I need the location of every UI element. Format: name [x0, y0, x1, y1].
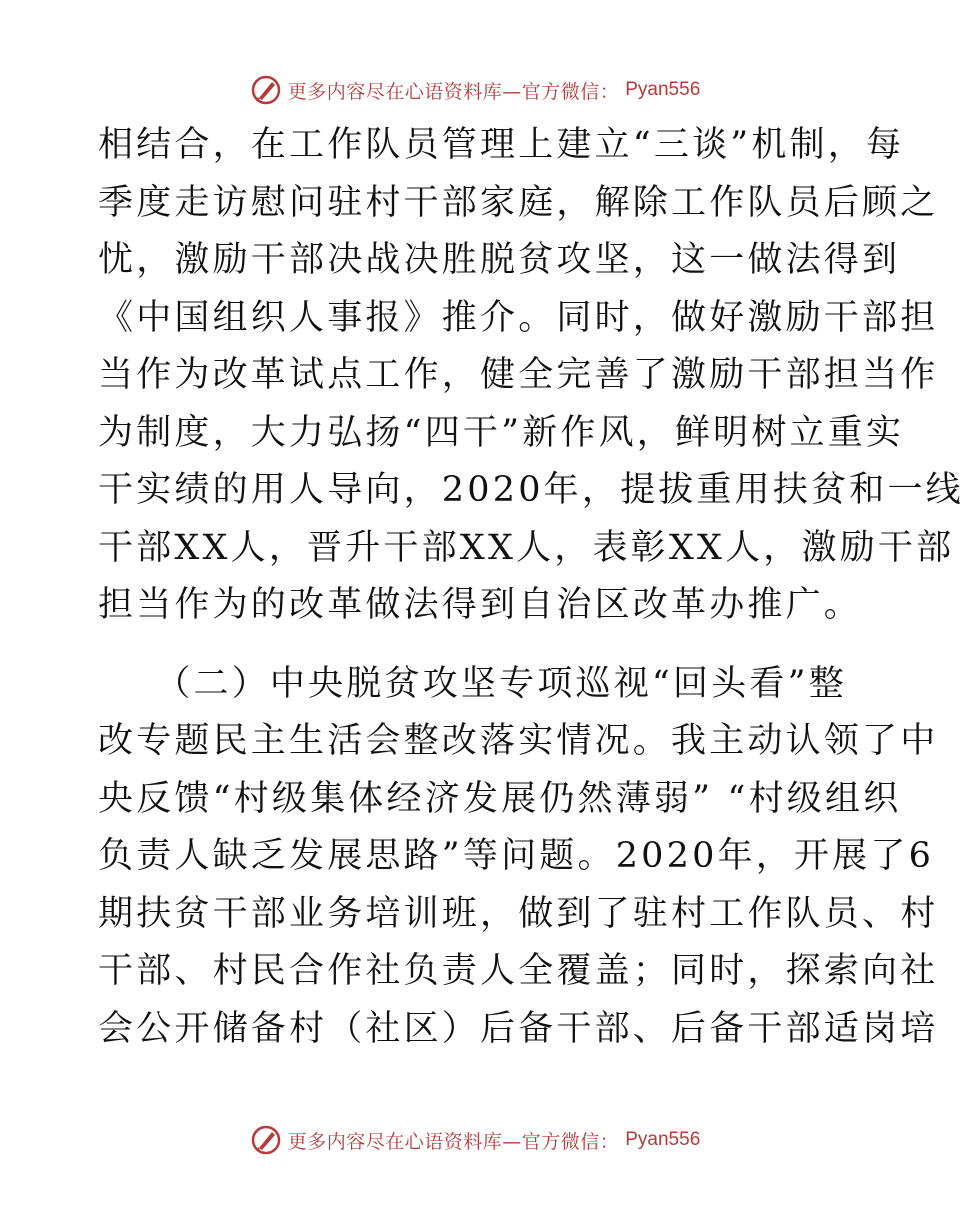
- text-line: 为制度，大力弘扬“四干”新作风，鲜明树立重实: [98, 412, 905, 453]
- banner-wechat-id: Pyan556: [625, 79, 701, 100]
- quill-logo-icon: [250, 74, 282, 106]
- banner-text: 更多内容尽在心语资料库—官方微信：: [287, 80, 620, 103]
- text-line: 干部、村民合作社负责人全覆盖；同时，探索向社: [98, 951, 939, 991]
- text-line: 相结合，在工作队员管理上建立“三谈”机制，每: [98, 125, 905, 165]
- text-line: 会公开储备村（社区）后备干部、后备干部适岗培: [98, 1008, 939, 1049]
- text-line: 干部XX人，晋升干部XX人，表彰XX人，激励干部: [98, 527, 955, 568]
- text-line: 担当作为的改革做法得到自治区改革办推广。: [98, 585, 863, 625]
- banner-text: 更多内容尽在心语资料库—官方微信：: [287, 1130, 620, 1153]
- text-line: 干实绩的用人导向，2020年，提拔重用扶贫和一线: [98, 470, 964, 510]
- text-line: 改专题民主生活会整改落实情况。我主动认领了中: [98, 721, 939, 761]
- text-line: （二）中央脱贫攻坚专项巡视“回头看”整: [98, 663, 847, 704]
- text-line: 忧，激励干部决战决胜脱贫攻坚，这一做法得到: [98, 240, 901, 280]
- document-body: [98, 117, 964, 1058]
- banner-wechat-id: Pyan556: [625, 1129, 701, 1150]
- paragraph-1: [98, 117, 964, 635]
- text-line: 当作为改革试点工作，健全完善了激励干部担当作: [98, 355, 939, 395]
- paragraph-2: [98, 656, 939, 1059]
- text-line: 期扶贫干部业务培训班，做到了驻村工作队员、村: [98, 893, 939, 934]
- quill-logo-icon: [250, 1124, 282, 1156]
- paragraph-gap: [98, 635, 858, 656]
- header-watermark-banner: [0, 70, 950, 110]
- text-line: 《中国组织人事报》推介。同时，做好激励干部担: [98, 297, 939, 338]
- text-line: 季度走访慰问驻村干部家庭，解除工作队员后顾之: [98, 182, 939, 223]
- text-line: 央反馈“村级集体经济发展仍然薄弱” “村级组织: [98, 778, 902, 819]
- footer-watermark-banner: [0, 1120, 950, 1160]
- text-line: 负责人缺乏发展思路”等问题。2020年，开展了6: [98, 836, 935, 876]
